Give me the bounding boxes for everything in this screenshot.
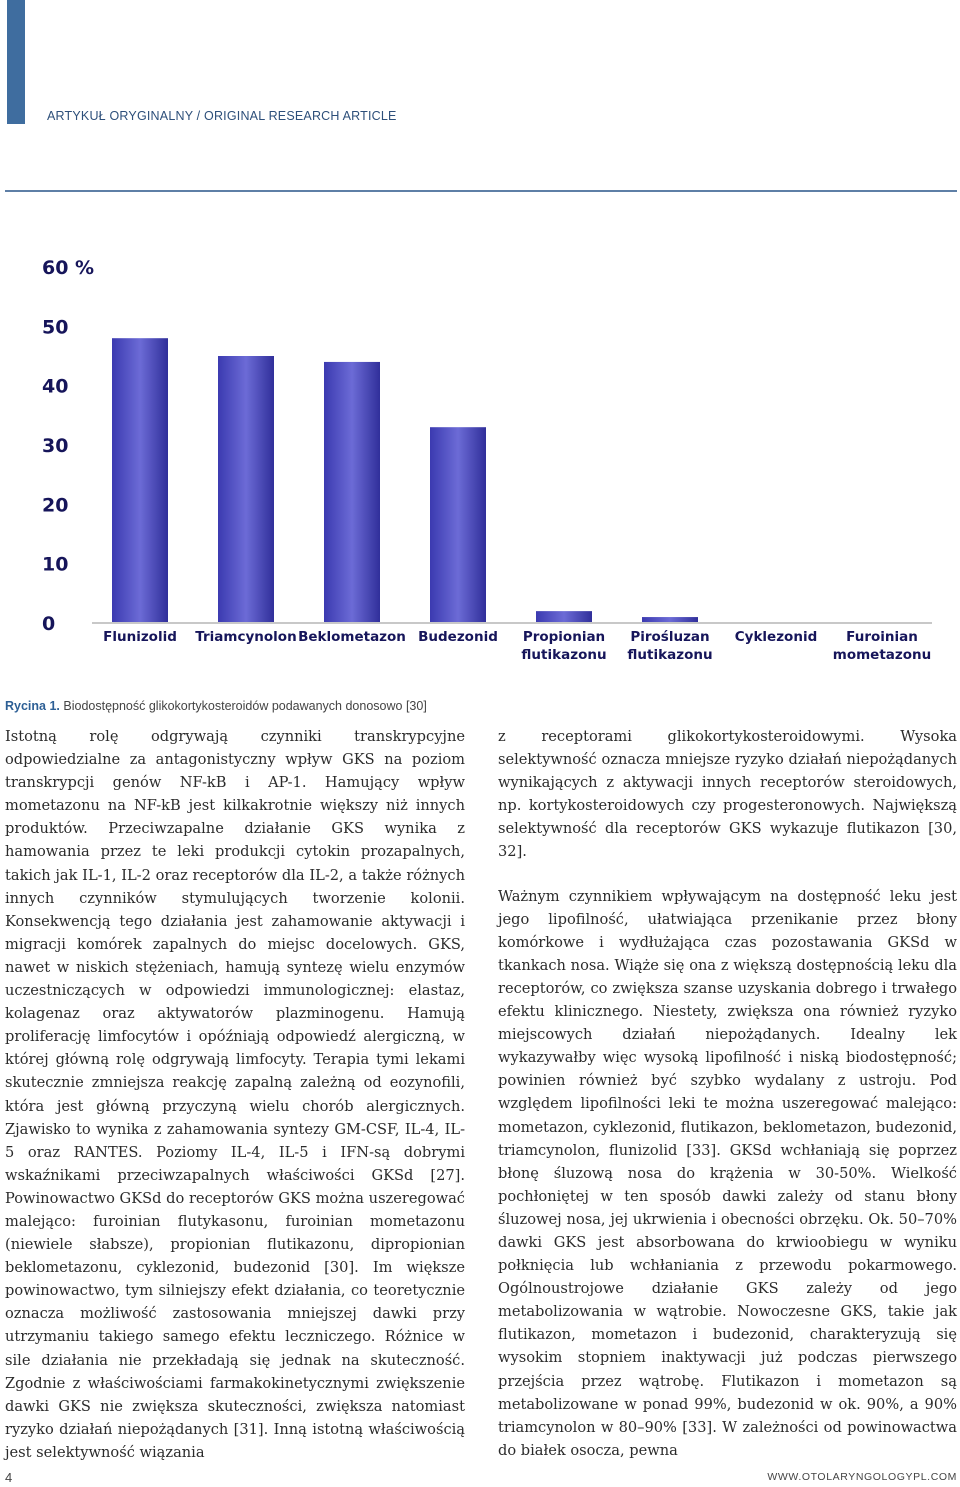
website-url: WWW.OTOLARYNGOLOGYPL.COM: [767, 1471, 957, 1483]
paragraph: z receptorami glikokortykosteroidowymi. Wysoka selektywność oznacza mniejsze ryzyko działań niepożądanych wynikających z aktywacji innych receptorów steroidowych, np. kortykosteroidowych czy progesteronowych. Największą selektywność dla receptorów GKS wykazuje flutikazon [30, 32].: [498, 728, 957, 861]
x-tick-label: Triamcynolon: [195, 629, 297, 645]
body-column-right: [498, 725, 957, 1462]
caption-label: Rycina 1.: [5, 699, 60, 713]
x-tick-label: Furoinian mometazonu: [832, 629, 932, 663]
section-color-bar: [7, 0, 25, 124]
x-tick-label: Flunizolid: [103, 629, 177, 645]
x-tick-label: Beklometazon: [298, 629, 406, 645]
caption-text: Biodostępność glikokortykosteroidów podawanych donosowo [30]: [63, 699, 427, 713]
y-tick-label: 20: [42, 494, 69, 517]
bar: [112, 338, 168, 623]
paragraph: Istotną rolę odgrywają czynniki transkrypcyjne odpowiedzialne za antagonistyczny wpływ GKS na poziom transkrypcji genów NF-kB i AP-1. Hamujący wpływ mometazonu na NF-kB jest kilkakrotnie większy niż innych produktów. Przeciwzapalne działanie GKS wynika z hamowania przez te leki produkcji cytokin prozapalnych, takich jak IL-1, IL-2 oraz receptorów dla IL-2, a także różnych innych czynników stymulujących tworzenie kolonii. Konsekwencją tego działania jest zahamowanie aktywacji i migracji komórek zapalnych do miejsc docelowych. GKS, nawet w niskich stężeniach, hamują syntezę wielu enzymów uczestniczących w odpowiedzi immunologicznej: elastaz, kolagenaz oraz aktywatorów plazminogenu. Hamują proliferację limfocytów i opóźniają odpowiedź alergiczną, w której główną rolę odgrywają limfocyty. Terapia tymi lekami skutecznie zmniejsza reakcję zapalną zależną od eozynofili, która jest główną przyczyną wielu chorób alergicznych. Zjawisko to wynika z zahamowania syntezy GM-CSF, IL-4, IL-5 oraz RANTES. Poziomy IL-4, IL-5 i IFN-są dobrymi wskaźnikami przeciwzapalnych właściwości GKSd [27]. Powinowactwo GKSd do receptorów GKS można uszeregować malejąco: furoinian flutykasonu, furoinian mometazonu (niewiele słabsze), propionian flutikazonu, dipropionian beklometazonu, cyklezonid, budezonid [30]. Im większe powinowactwo, tym silniejszy efekt działania, co teoretycznie oznacza możliwość zastosowania mniejszej dawki przy utrzymaniu takiego samego efektu leczniczego. Różnice w sile działania nie przekładają się jednak na skuteczność. Zgodnie z właściwościami farmakokinetycznymi zwiększenie dawki GKS nie zwiększa skuteczności, zwiększa natomiast ryzyko działań niepożądanych [31]. Inną istotną właściwością jest selektywność wiązania: [5, 728, 465, 1461]
y-tick-label: 40: [42, 375, 69, 398]
bar-chart-svg: [0, 240, 960, 670]
body-column-left: [5, 725, 465, 1464]
y-tick-label: 10: [42, 553, 69, 576]
figure-bar-chart: [0, 240, 960, 670]
header-rule: [5, 190, 957, 192]
y-tick-label: 30: [42, 435, 69, 457]
x-tick-label: Budezonid: [418, 629, 498, 645]
page-number: 4: [5, 1470, 13, 1485]
x-tick-label: Propionian flutikazonu: [521, 629, 607, 663]
x-tick-label: Pirośluzan flutikazonu: [627, 629, 713, 663]
paragraph: Ważnym czynnikiem wpływającym na dostępność leku jest jego lipofilność, ułatwiająca przenikanie przez błony komórkowe i wydłużająca czas pozostawania GKSd w tkankach nosa. Wiąże się ona z większą dostępnością leku dla receptorów, co zwiększa szanse uzyskania dobrego i trwałego efektu klinicznego. Niestety, zwiększa ona również ryzyko miejscowych działań niepożądanych. Idealny lek wykazywałby więc wysoką lipofilność i niską biodostępność; powinien również być szybko wydalany z ustroju. Pod względem lipofilności leki te można uszeregować malejąco: mometazon, cyklezonid, flutikazon, beklometazon, budezonid, triamcynolon, flunizolid [33]. GKSd wchłaniają się poprzez błonę śluzową nosa do krążenia w 30-50%. Wielkość pochłoniętej w ten sposób dawki zależy od stanu błony śluzowej nosa, jej ukrwienia i obecności obrzęku. Ok. 50–70% dawki GKS jest absorbowana do krwioobiegu w wyniku połknięcia lub wchłaniania z przewodu pokarmowego. Ogólnoustrojowe działanie GKS zależy od jego metabolizowania w wątrobie. Nowoczesne GKS, takie jak flutikazon, mometazon i budezonid, charakteryzują się wysokim stopniem inaktywacji już podczas pierwszego przejścia przez wątrobę. Flutikazon i mometazon są metabolizowane w ponad 99%, budezonid w ok. 90%, a 90% triamcynolon w 80–90% [33]. W zależności od powinowactwa do białek osocza, pewna: [498, 887, 957, 1459]
figure-caption: [5, 699, 427, 713]
bar: [324, 362, 380, 623]
section-label: ARTYKUŁ ORYGINALNY / ORIGINAL RESEARCH ARTICLE: [47, 109, 397, 123]
bar: [430, 427, 486, 623]
bar: [218, 356, 274, 623]
y-tick-label: 50: [42, 316, 69, 339]
x-tick-label: Cyklezonid: [734, 629, 818, 645]
y-tick-label: 60 %: [42, 257, 95, 279]
y-tick-label: 0: [42, 613, 56, 635]
bar: [536, 611, 592, 623]
